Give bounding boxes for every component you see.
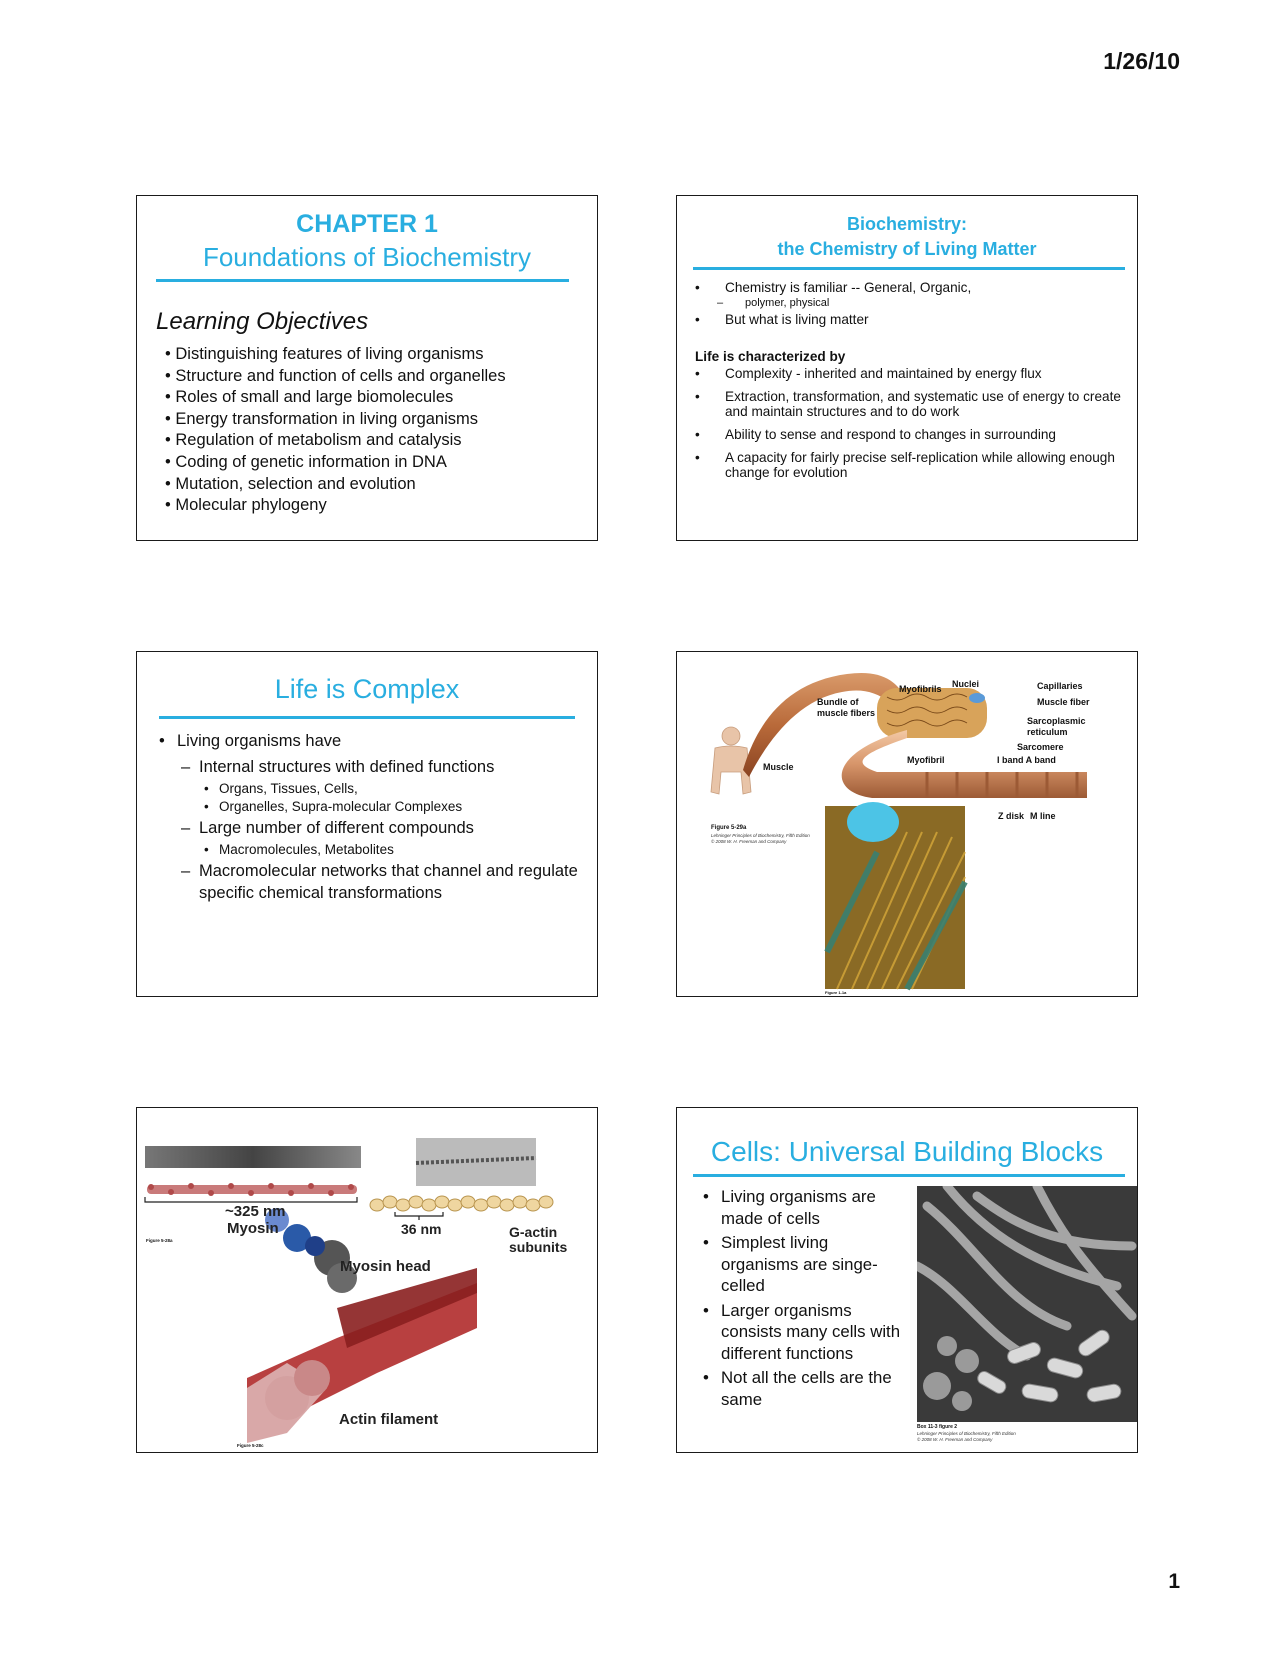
slide-myosin-actin [136, 1107, 598, 1453]
sub-bullet: – Macromolecular networks that channel and regulate specific chemical transformations [181, 862, 578, 902]
title-rule [156, 279, 569, 282]
figure-copyright: © 2008 W. H. Freeman and Company [917, 1437, 993, 1442]
micro-caption: Figure 1-1a [825, 990, 847, 995]
list-item: • Not all the cells are the same [703, 1367, 903, 1410]
g-actin-chain [370, 1196, 553, 1211]
bullet: • But what is living matter [695, 312, 869, 327]
page-number: 1 [1168, 1570, 1180, 1593]
list-item: • Distinguishing features of living organisms [165, 344, 506, 366]
sub-bullet: – polymer, physical [717, 297, 830, 309]
list-item: • Roles of small and large biomolecules [165, 387, 506, 409]
figure-source: Lehninger Principles of Biochemistry, Fifth Edition [917, 1431, 1016, 1436]
myosin-actin-figure [137, 1108, 598, 1453]
actin-micrograph [416, 1138, 536, 1186]
title-rule [693, 267, 1125, 270]
figure-caption: Figure 5-28c [237, 1443, 264, 1448]
chapter-title: CHAPTER 1 [296, 210, 438, 238]
label-i-a-band: I band A band [997, 755, 1056, 765]
figure-caption: Figure 5-29a [711, 825, 747, 831]
cells-micrograph [917, 1186, 1137, 1422]
slide-title: Cells: Universal Building Blocks [710, 1136, 1104, 1167]
label-myosin-length: ~325 nm [225, 1203, 286, 1220]
label-muscle-fiber: Muscle fiber [1037, 697, 1090, 707]
bullet: • Complexity - inherited and maintained by energy flux [695, 366, 1042, 381]
section-heading: Life is characterized by [695, 349, 846, 364]
slide-life-complex [136, 651, 598, 997]
list-item: • Molecular phylogeny [165, 495, 506, 517]
objectives-list [165, 344, 506, 517]
slide-title-line2: the Chemistry of Living Matter [777, 239, 1037, 259]
label-capillaries: Capillaries [1037, 681, 1083, 691]
figure-caption: Box 11-3 figure 2 [917, 1424, 958, 1430]
label-sarcoplasmic: Sarcoplasmic reticulum [1027, 716, 1086, 737]
list-item: • Living organisms are made of cells [703, 1186, 903, 1229]
label-bundle: Bundle of muscle fibers [817, 697, 876, 718]
bullet: • Ability to sense and respond to changes in surrounding [695, 427, 1056, 442]
list-item: • Coding of genetic information in DNA [165, 452, 506, 474]
slide-biochemistry [676, 195, 1138, 541]
label-actin-filament: Actin filament [339, 1411, 439, 1428]
slide-chapter-intro [136, 195, 598, 541]
slide-body [695, 280, 1127, 486]
page-date: 1/26/10 [1103, 48, 1180, 74]
capillary-lumen [847, 802, 899, 842]
label-actin-length: 36 nm [401, 1221, 442, 1237]
objectives-heading: Learning Objectives [156, 308, 369, 335]
sub-sub-bullet: • Organelles, Supra-molecular Complexes [204, 799, 463, 814]
figure-caption: Figure 5-28a [146, 1238, 173, 1243]
label-nuclei: Nuclei [952, 679, 980, 689]
label-g-actin: G-actin subunits [509, 1224, 568, 1255]
label-muscle: Muscle [763, 762, 794, 772]
figure-copyright: © 2008 W. H. Freeman and Company [711, 839, 787, 844]
sub-sub-bullet: • Organs, Tissues, Cells, [204, 781, 358, 796]
list-item: • Regulation of metabolism and catalysis [165, 430, 506, 452]
list-item: • Structure and function of cells and organelles [165, 366, 506, 388]
nucleus [969, 693, 985, 703]
bullet: • Living organisms have [159, 732, 342, 750]
bullet: • A capacity for fairly precise self-replication while allowing enough change for evolution [695, 450, 1115, 480]
label-z-disk: Z disk [998, 811, 1025, 821]
myosin-micrograph [145, 1146, 361, 1168]
bullet-list [703, 1186, 903, 1413]
slide-title-line1: Biochemistry: [846, 214, 968, 234]
sub-bullet: – Internal structures with defined functions [181, 758, 495, 776]
slide-title: Life is Complex [274, 674, 460, 704]
chapter-subtitle: Foundations of Biochemistry [202, 242, 532, 272]
list-item: • Larger organisms consists many cells with different functions [703, 1300, 903, 1365]
label-m-line: M line [1030, 811, 1056, 821]
sub-bullet: – Large number of different compounds [181, 819, 474, 837]
slide-body [159, 732, 587, 907]
label-myofibril: Myofibril [907, 755, 945, 765]
title-rule [693, 1174, 1125, 1177]
label-sarcomere: Sarcomere [1017, 742, 1064, 752]
slide-muscle-figure [676, 651, 1138, 997]
sub-sub-bullet: • Macromolecules, Metabolites [204, 842, 394, 857]
label-myofibrils: Myofibrils [899, 684, 942, 694]
bullet: • Chemistry is familiar -- General, Organic, [695, 280, 972, 295]
myosin-head-model [265, 1208, 357, 1293]
label-myosin-head: Myosin head [340, 1258, 431, 1275]
list-item: • Energy transformation in living organisms [165, 409, 506, 431]
slide-cells [676, 1107, 1138, 1453]
list-item: • Mutation, selection and evolution [165, 474, 506, 496]
list-item: • Simplest living organisms are singe-celled [703, 1232, 903, 1297]
human-figure [711, 727, 751, 794]
label-myosin: Myosin [227, 1220, 279, 1237]
figure-source: Lehninger Principles of Biochemistry, Fifth Edition [711, 833, 810, 838]
title-rule [159, 716, 575, 719]
bullet: • Extraction, transformation, and systematic use of energy to create and maintain structures and to do work [695, 389, 1121, 419]
